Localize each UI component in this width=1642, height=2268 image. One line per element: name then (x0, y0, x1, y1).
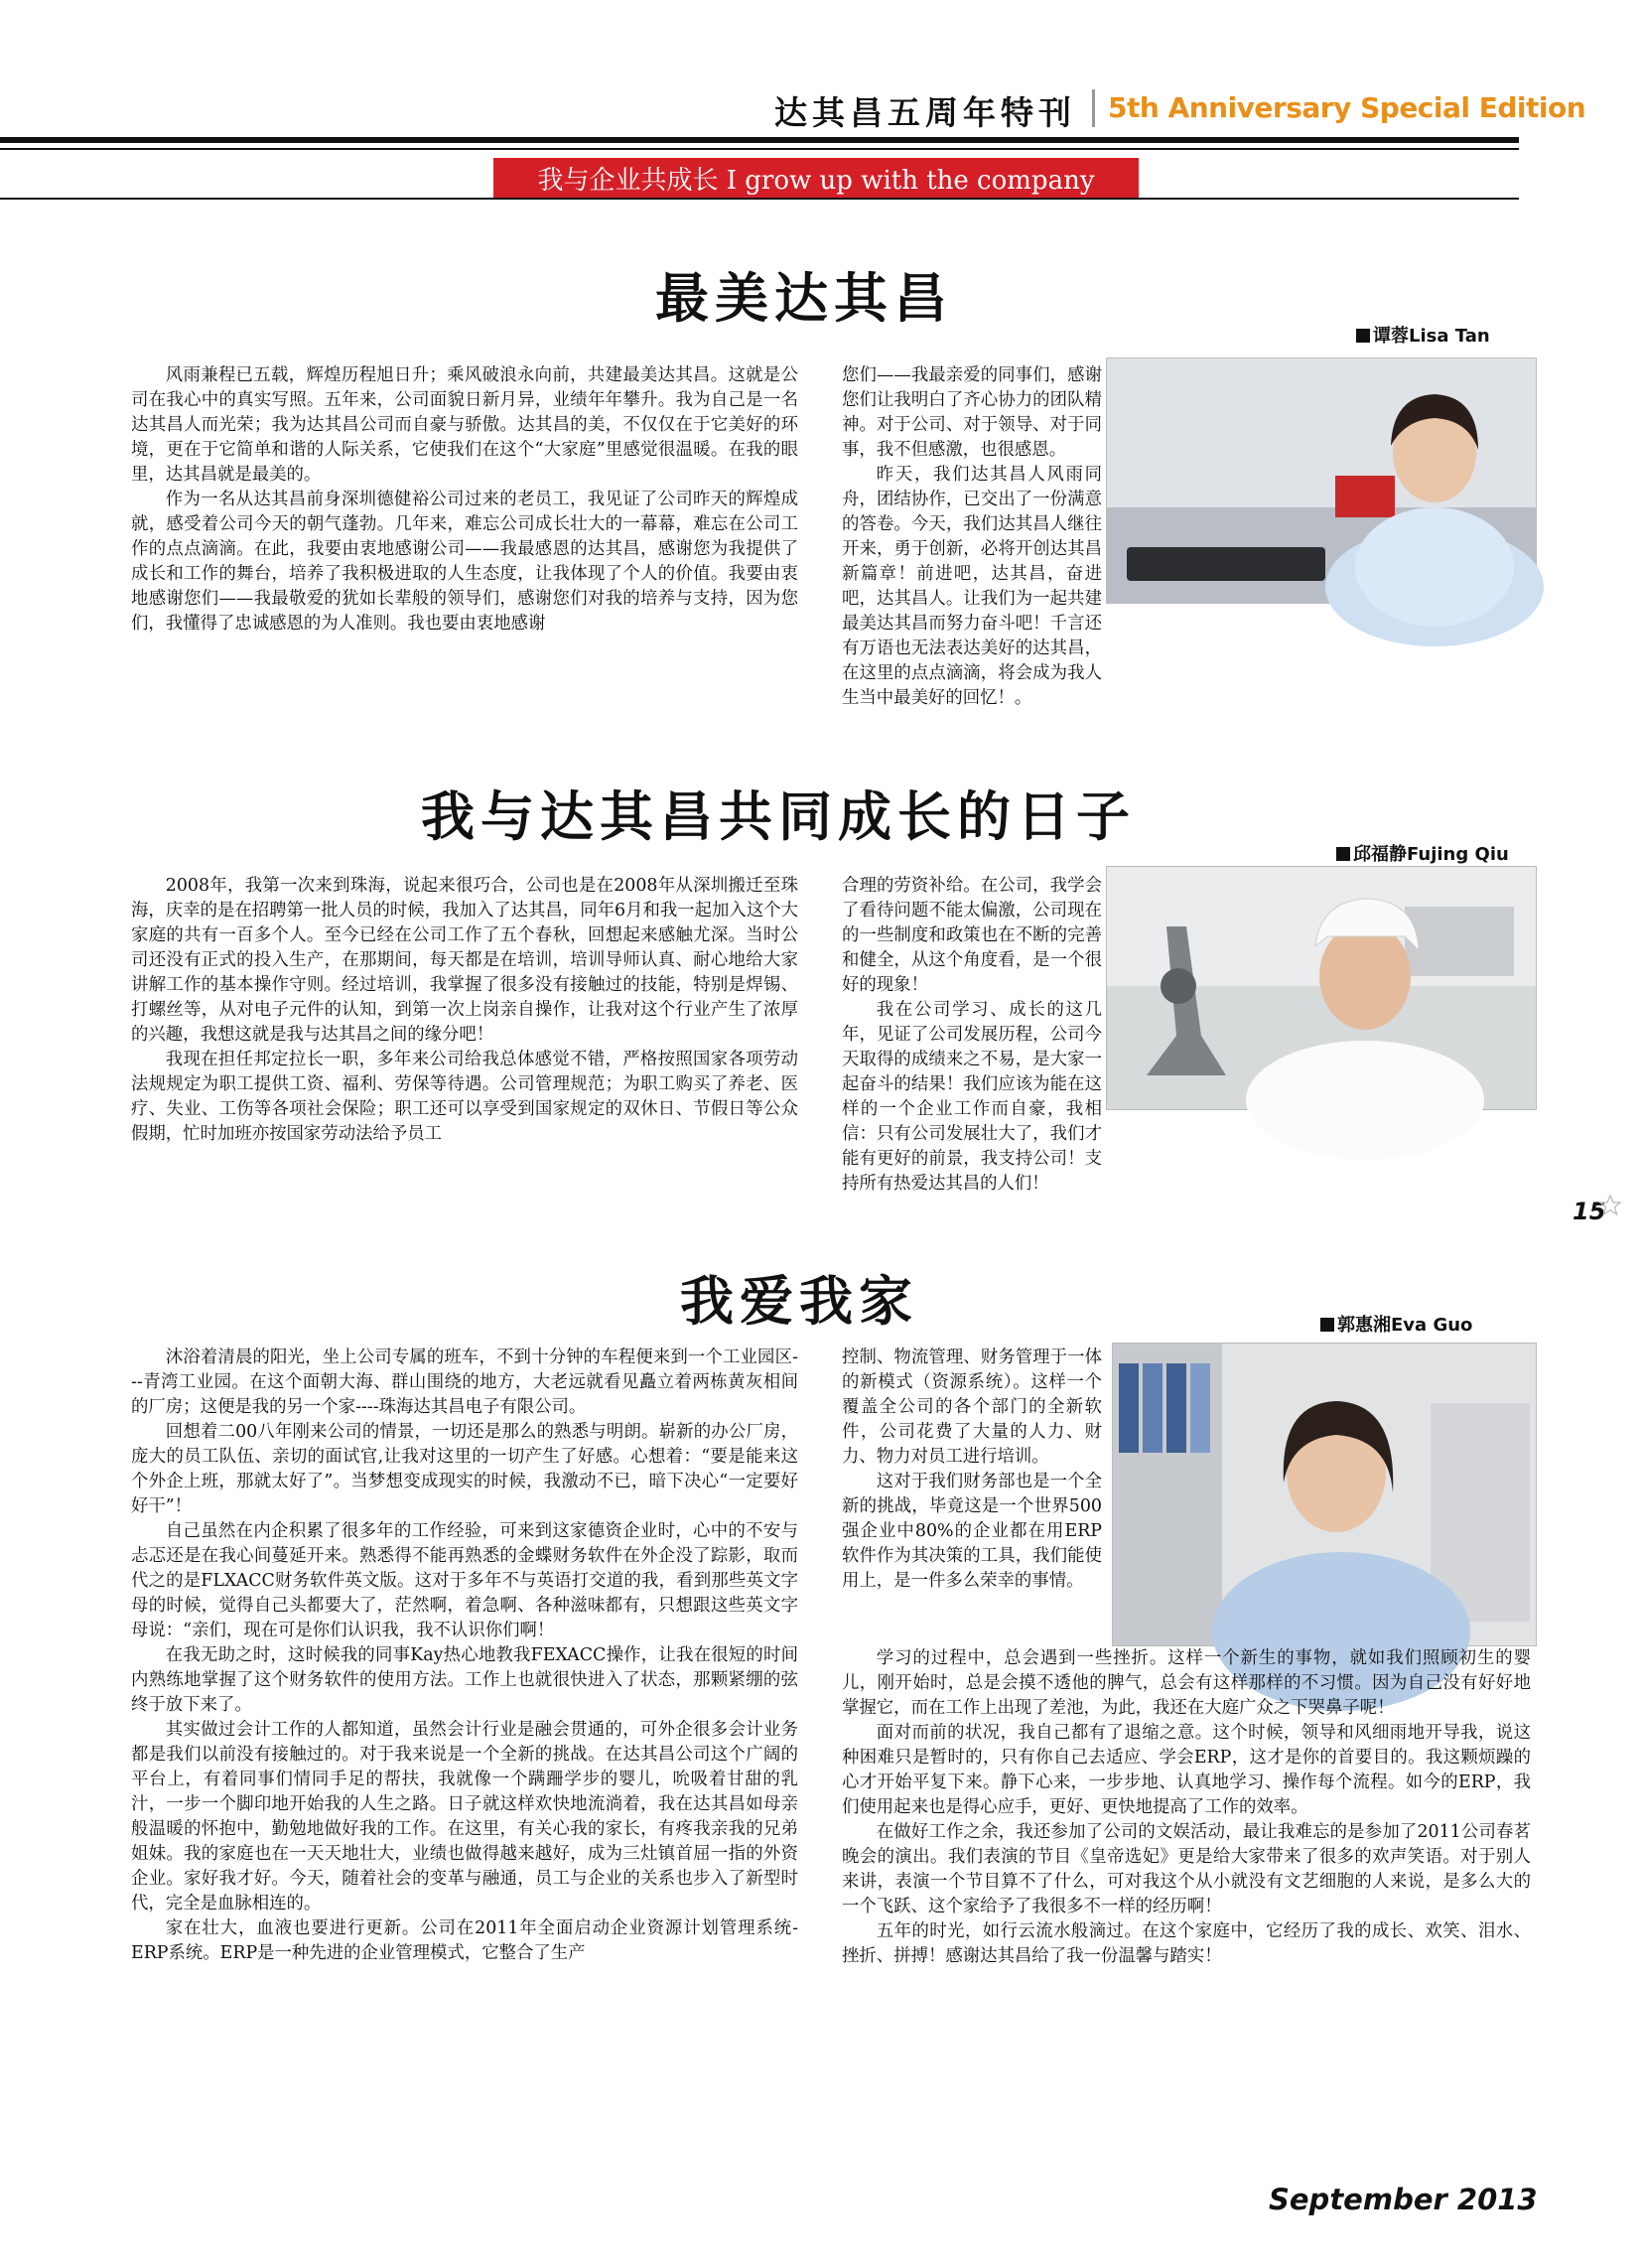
byline-square-icon (1336, 847, 1350, 861)
article-2-author: 邱福静Fujing Qiu (1353, 844, 1509, 865)
publication-title-en: 5th Anniversary Special Edition (1108, 91, 1586, 124)
article-3-title: 我爱我家 (680, 1269, 918, 1333)
article-2-left-column (131, 874, 798, 1197)
article-3-right-paragraph: 在做好工作之余，我还参加了公司的文娱活动，最让我难忘的是参加了2011公司春茗晚会的演出。我们表演的节目《皇帝选妃》更是给大家带来了很多的欢声笑语。对于别人来讲，表演一个节目算不了什么，可对我这个从小就没有文艺细胞的人来说，是多么大的一个飞跃、这个家给予了我很多不一样的经历啊！ (842, 1822, 1531, 1916)
page-number: 15 (1573, 1198, 1606, 1225)
article-2-title: 我与达其昌共同成长的日子 (421, 784, 1136, 848)
byline-square-icon (1320, 1318, 1334, 1332)
article-1-right-paragraph: 您们——我最亲爱的同事们，感谢您们让我明白了齐心协力的团队精神。对于公司、对于领导、对于同事，我不但感激，也很感恩。 (842, 365, 1102, 460)
article-3-author: 郭惠湘Eva Guo (1337, 1315, 1473, 1336)
article-1-left-paragraph: 风雨兼程已五载，辉煌历程旭日升；乘风破浪永向前，共建最美达其昌。这就是公司在我心中的真实写照。五年来，公司面貌日新月异，业绩年年攀升。我为自己是一名达其昌人而光荣；我为达其昌公司而自豪与骄傲。达其昌的美，不仅仅在于它美好的环境，更在于它简单和谐的人际关系，它使我们在这个“大家庭”里感觉很温暖。在我的眼里，达其昌就是最美的。 (131, 365, 798, 485)
section-banner: 我与企业共成长 I grow up with the company (493, 158, 1139, 198)
article-1-title: 最美达其昌 (655, 266, 953, 330)
article-3-photo (1112, 1343, 1537, 1646)
article-1-author: 谭蓉Lisa Tan (1373, 326, 1490, 347)
article-3-left-paragraph: 家在壮大，血液也要进行更新。公司在2011年全面启动企业资源计划管理系统-ERP系统。ERP是一种先进的企业管理模式，它整合了生产 (131, 1918, 798, 1963)
article-2-portrait-image (1107, 867, 1536, 1109)
article-3-left-paragraph: 自己虽然在内企积累了很多年的工作经验，可来到这家德资企业时，心中的不安与忐忑还是在我心间蔓延开来。熟悉得不能再熟悉的金蝶财务软件在外企没了踪影，取而代之的是FLXACC财务软件英文版。这对于多年不与英语打交道的我，看到那些英文字母的时候，觉得自己头都要大了，茫然啊，着急啊、各种滋味都有，只想跟这些英文字母说：“亲们，现在可是你们认识我，我不认识你们啊！ (131, 1521, 798, 1640)
article-2-photo (1106, 866, 1537, 1110)
byline-square-icon (1356, 329, 1370, 343)
star-outline-icon (1598, 1194, 1622, 1217)
article-1-right-column-top (842, 363, 1102, 711)
article-3-left-paragraph: 回想着二00八年刚来公司的情景，一切还是那么的熟悉与明朗。崭新的办公厂房，庞大的员工队伍、亲切的面试官,让我对这里的一切产生了好感。心想着：“要是能来这个外企上班，那就太好了”。当梦想变成现实的时候，我激动不已，暗下决心“一定要好好干”！ (131, 1422, 798, 1516)
header-rule-thick (0, 137, 1519, 143)
banner-rule (0, 198, 1519, 200)
article-2-left-paragraph: 2008年，我第一次来到珠海，说起来很巧合，公司也是在2008年从深圳搬迁至珠海，庆幸的是在招聘第一批人员的时候，我加入了达其昌，同年6月和我一起加入这个大家庭的共有一百多个人。至今已经在公司工作了五个春秋，回想起来感触尤深。当时公司还没有正式的投入生产，在那期间，每天都是在培训，培训导师认真、耐心地给大家讲解工作的基本操作守则。经过培训，我掌握了很多没有接触过的技能，特别是焊锡、打螺丝等，从对电子元件的认知，到第一次上岗亲自操作，让我对这个行业产生了浓厚的兴趣，我想这就是我与达其昌之间的缘分吧！ (131, 876, 798, 1045)
article-3-left-paragraph: 其实做过会计工作的人都知道，虽然会计行业是融会贯通的，可外企很多会计业务都是我们以前没有接触过的。对于我来说是一个全新的挑战。在达其昌公司这个广阔的平台上，有着同事们情同手足的帮扶，我就像一个蹒跚学步的婴儿，吮吸着甘甜的乳汁，一步一个脚印地开始我的人生之路。日子就这样欢快地流淌着，我在达其昌如母亲般温暖的怀抱中，勤勉地做好我的工作。在这里，有关心我的家长，有疼我亲我的兄弟姐妹。我的家庭也在一天天地壮大，业绩也做得越来越好，成为三灶镇首屈一指的外资企业。家好我才好。今天，随着社会的变革与融通，员工与企业的关系也步入了新型时代，完全是血脉相连的。 (131, 1720, 798, 1914)
article-1-photo (1106, 357, 1537, 604)
header-rule-thin (0, 148, 1519, 150)
publication-title-zh: 达其昌五周年特刊 (774, 93, 1076, 132)
article-3-portrait-image (1113, 1344, 1536, 1645)
article-3-left-paragraph: 在我无助之时，这时候我的同事Kay热心地教我FEXACC操作，让我在很短的时间内熟练地掌握了这个财务软件的使用方法。工作上也就很快进入了状态，那颗紧绷的弦终于放下来了。 (131, 1645, 798, 1715)
article-1-byline (1356, 322, 1490, 348)
article-3-right-paragraph: 面对而前的状况，我自己都有了退缩之意。这个时候，领导和风细雨地开导我，说这种困难只是暂时的，只有你自己去适应、学会ERP，这才是你的首要目的。我这颗烦躁的心才开始平复下来。静下心来，一步步地、认真地学习、操作每个流程。如今的ERP，我们使用起来也是得心应手，更好、更快地提高了工作的效率。 (842, 1723, 1531, 1817)
article-2-left-paragraph: 我现在担任邦定拉长一职，多年来公司给我总体感觉不错，严格按照国家各项劳动法规规定为职工提供工资、福利、劳保等待遇。公司管理规范；为职工购买了养老、医疗、失业、工伤等各项社会保险；职工还可以享受到国家规定的双休日、节假日等公众假期，忙时加班亦按国家劳动法给予员工 (131, 1050, 798, 1144)
article-1-left-column (131, 363, 798, 711)
article-3-byline (1320, 1311, 1472, 1337)
article-1-right-paragraph: 昨天，我们达其昌人风雨同舟，团结协作，已交出了一份满意的答卷。今天，我们达其昌人继往开来，勇于创新，必将开创达其昌新篇章！前进吧，达其昌，奋进吧，达其昌人。让我们为一起共建最美达其昌而努力奋斗吧！千言还有万语也无法表达美好的达其昌，在这里的点点滴滴，将会成为我人生当中最美好的回忆！。 (842, 465, 1102, 708)
article-1-portrait-image (1107, 358, 1536, 603)
article-1-left-paragraph: 作为一名从达其昌前身深圳德健裕公司过来的老员工，我见证了公司昨天的辉煌成就，感受着公司今天的朝气蓬勃。几年来，难忘公司成长壮大的一幕幕，难忘在公司工作的点点滴滴。在此，我要由衷地感谢公司——我最感恩的达其昌，感谢您为我提供了成长和工作的舞台，培养了我积极进取的人生态度，让我体现了个人的价值。我要由衷地感谢您们——我最敬爱的犹如长辈般的领导们，感谢您们对我的培养与支持，因为您们，我懂得了忠诚感恩的为人准则。我也要由衷地感谢 (131, 490, 798, 634)
article-3-right-paragraph: 学习的过程中，总会遇到一些挫折。这样一个新生的事物，就如我们照顾初生的婴儿，刚开始时，总是会摸不透他的脾气，总会有这样那样的不习惯。因为自己没有好好地掌握它，而在工作上出现了差池，为此，我还在大庭广众之下哭鼻子呢！ (842, 1648, 1531, 1718)
article-2-right-paragraph: 合理的劳资补给。在公司，我学会了看待问题不能太偏激，公司现在的一些制度和政策也在不断的完善和健全，从这个角度看，是一个很好的现象！ (842, 876, 1102, 995)
article-2-right-column-top (842, 874, 1102, 1194)
article-3-left-column (131, 1346, 798, 2110)
article-3-right-paragraph: 五年的时光，如行云流水般滴过。在这个家庭中，它经历了我的成长、欢笑、泪水、挫折、拼搏！感谢达其昌给了我一份温馨与踏实！ (842, 1921, 1531, 1966)
article-3-right-paragraph: 控制、物流管理、财务管理于一体的新模式（资源系统）。这样一个覆盖全公司的各个部门的全新软件，公司花费了大量的人力、财力、物力对员工进行培训。 (842, 1347, 1102, 1467)
article-2-byline (1336, 840, 1509, 866)
article-3-right-column-bottom (842, 1646, 1531, 2113)
article-3-right-column-top (842, 1346, 1102, 1645)
article-3-right-paragraph: 这对于我们财务部也是一个全新的挑战，毕竟这是一个世界500强企业中80%的企业都在用ERP软件作为其决策的工具，我们能使用上，是一件多么荣幸的事情。 (842, 1472, 1102, 1591)
issue-date: September 2013 (1269, 2183, 1538, 2216)
article-2-right-paragraph: 我在公司学习、成长的这几年，见证了公司发展历程，公司今天取得的成绩来之不易，是大家一起奋斗的结果！我们应该为能在这样的一个企业工作而自豪，我相信：只有公司发展壮大了，我们才能有更好的前景，我支持公司！支持所有热爱达其昌的人们！ (842, 1000, 1102, 1194)
header-separator (1092, 89, 1095, 127)
article-3-left-paragraph: 沐浴着清晨的阳光，坐上公司专属的班车，不到十分钟的车程便来到一个工业园区---青湾工业园。在这个面朝大海、群山围绕的地方，大老远就看见矗立着两栋黄灰相间的厂房；这便是我的另一个家----珠海达其昌电子有限公司。 (131, 1347, 798, 1417)
